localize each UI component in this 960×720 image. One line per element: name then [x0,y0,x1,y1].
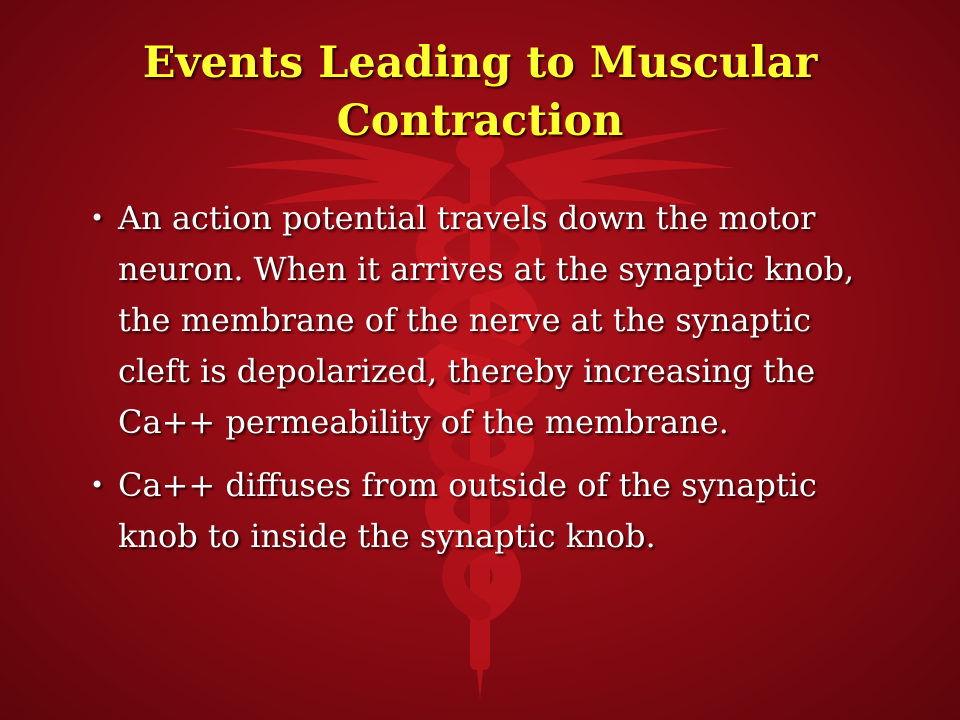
bullet-text: Ca++ diffuses from outside of the synaptic knob to inside the synaptic knob. [118,466,817,555]
bullet-icon: • [90,471,105,499]
list-item [90,193,890,448]
bullet-list [90,193,890,574]
list-item [90,460,890,562]
slide-title: Events Leading to Muscular Contraction [142,38,818,146]
bullet-icon: • [90,204,105,232]
bullet-text: An action potential travels down the motor neuron. When it arrives at the synaptic knob, the membrane of the nerve at the synaptic cleft is depolarized, thereby increasing the Ca++ permeability of the membrane. [118,199,855,441]
